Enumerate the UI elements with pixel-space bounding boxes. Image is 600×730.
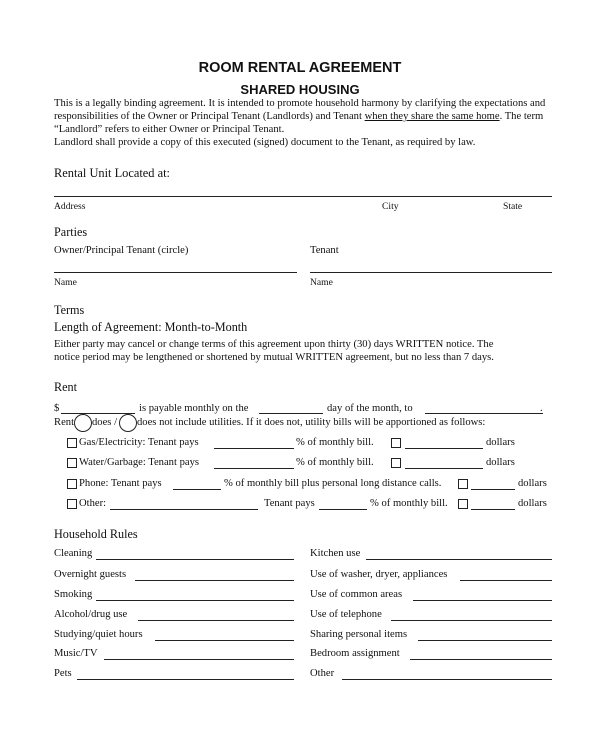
- rule-line-common-areas[interactable]: [413, 600, 552, 601]
- address-label: Address: [54, 201, 86, 212]
- day-of-month-text: day of the month, to: [327, 403, 413, 414]
- rule-line-washer[interactable]: [460, 580, 552, 581]
- rule-line-telephone[interactable]: [391, 620, 552, 621]
- owner-name-label: Name: [54, 277, 77, 288]
- terms-body-line-2: notice period may be lengthened or shortened by mutual WRITTEN agreement, but no less than 7 days.: [54, 352, 494, 363]
- rent-payee-line[interactable]: [425, 413, 543, 414]
- gas-dollars-line[interactable]: [405, 448, 483, 449]
- phone-dollars-label: dollars: [518, 478, 547, 489]
- gas-percent-text: % of monthly bill.: [296, 437, 374, 448]
- document-title: ROOM RENTAL AGREEMENT: [198, 60, 402, 76]
- rule-line-alcohol[interactable]: [138, 620, 294, 621]
- phone-percent-text: % of monthly bill plus personal long distance calls.: [224, 478, 442, 489]
- phone-dollars-checkbox[interactable]: [458, 479, 468, 489]
- phone-dollars-line[interactable]: [471, 489, 515, 490]
- owner-name-line[interactable]: [54, 272, 297, 273]
- rule-line-cleaning[interactable]: [96, 559, 294, 560]
- gas-percent-line[interactable]: [214, 448, 294, 449]
- rule-line-other[interactable]: [342, 679, 552, 680]
- rule-label-cleaning: Cleaning: [54, 548, 93, 559]
- rule-line-smoking[interactable]: [96, 600, 294, 601]
- other-dollars-line[interactable]: [471, 509, 515, 510]
- owner-label: Owner/Principal Tenant (circle): [54, 245, 189, 256]
- rule-label-studying: Studying/quiet hours: [54, 629, 143, 640]
- tenant-label: Tenant: [310, 245, 339, 256]
- water-dollars-label: dollars: [486, 457, 515, 468]
- terms-body-line-1: Either party may cancel or change terms of this agreement upon thirty (30) days WRITTEN notice. The: [54, 339, 494, 350]
- rule-label-music-tv: Music/TV: [54, 648, 98, 659]
- dollar-sign: $: [54, 403, 60, 414]
- rent-period: .: [540, 403, 543, 414]
- phone-percent-line[interactable]: [173, 489, 221, 490]
- water-percent-text: % of monthly bill.: [296, 457, 374, 468]
- gas-dollars-checkbox[interactable]: [391, 438, 401, 448]
- does-word: does /: [92, 417, 118, 428]
- water-dollars-checkbox[interactable]: [391, 458, 401, 468]
- water-percent-line[interactable]: [214, 468, 294, 469]
- rule-label-smoking: Smoking: [54, 589, 93, 600]
- rule-line-kitchen[interactable]: [366, 559, 552, 560]
- other-percent-text: % of monthly bill.: [370, 498, 448, 509]
- phone-label: Phone: Tenant pays: [79, 478, 162, 489]
- water-checkbox[interactable]: [67, 458, 77, 468]
- gas-label: Gas/Electricity: Tenant pays: [79, 437, 199, 448]
- rule-label-alcohol: Alcohol/drug use: [54, 609, 128, 620]
- rule-label-overnight-guests: Overnight guests: [54, 569, 127, 580]
- rule-line-overnight-guests[interactable]: [135, 580, 294, 581]
- other-description-line[interactable]: [110, 509, 258, 510]
- water-label: Water/Garbage: Tenant pays: [79, 457, 199, 468]
- does-not-text: does not include utilities. If it does not, utility bills will be apportioned as follows:: [137, 417, 486, 428]
- terms-heading: Terms: [54, 303, 85, 317]
- rule-label-telephone: Use of telephone: [310, 609, 382, 620]
- state-label: State: [503, 201, 523, 212]
- intro-copy-notice: Landlord shall provide a copy of this executed (signed) document to the Tenant, as required by law.: [54, 137, 476, 148]
- rule-label-washer: Use of washer, dryer, appliances: [310, 569, 448, 580]
- rule-line-studying[interactable]: [155, 640, 294, 641]
- rule-label-sharing: Sharing personal items: [310, 629, 408, 640]
- tenant-name-label: Name: [310, 277, 333, 288]
- gas-dollars-label: dollars: [486, 437, 515, 448]
- rule-line-sharing[interactable]: [418, 640, 552, 641]
- rule-label-common-areas: Use of common areas: [310, 589, 403, 600]
- parties-heading: Parties: [54, 225, 88, 239]
- other-dollars-checkbox[interactable]: [458, 499, 468, 509]
- gas-checkbox[interactable]: [67, 438, 77, 448]
- rule-label-other: Other: [310, 668, 335, 679]
- document-subtitle: SHARED HOUSING: [240, 82, 360, 97]
- length-of-agreement: Length of Agreement: Month-to-Month: [54, 320, 248, 334]
- does-circle-option[interactable]: [74, 414, 92, 432]
- other-label: Other:: [79, 498, 107, 509]
- other-tenant-pays: Tenant pays: [264, 498, 315, 509]
- rule-line-music-tv[interactable]: [104, 659, 294, 660]
- address-line[interactable]: [54, 196, 552, 197]
- rent-word: Rent: [54, 417, 75, 428]
- other-percent-line[interactable]: [319, 509, 367, 510]
- household-rules-heading: Household Rules: [54, 527, 138, 541]
- city-label: City: [382, 201, 399, 212]
- other-checkbox[interactable]: [67, 499, 77, 509]
- rule-line-pets[interactable]: [77, 679, 294, 680]
- tenant-name-line[interactable]: [310, 272, 552, 273]
- rule-label-kitchen: Kitchen use: [310, 548, 361, 559]
- rule-label-bedroom: Bedroom assignment: [310, 648, 400, 659]
- water-dollars-line[interactable]: [405, 468, 483, 469]
- intro-paragraph: This is a legally binding agreement. It is intended to promote household harmony by clarifying the expectations and responsibilities of the Owner or Principal Tenant (Landlords) and Tenant when they share the same home. The term “Landlord” refers to either Owner or Principal Tenant.: [54, 98, 546, 135]
- rule-label-pets: Pets: [54, 668, 72, 679]
- phone-checkbox[interactable]: [67, 479, 77, 489]
- rent-day-line[interactable]: [259, 413, 323, 414]
- does-not-circle-option[interactable]: [119, 414, 137, 432]
- rental-unit-heading: Rental Unit Located at:: [54, 166, 170, 180]
- rent-heading: Rent: [54, 380, 78, 394]
- rule-line-bedroom[interactable]: [410, 659, 552, 660]
- other-dollars-label: dollars: [518, 498, 547, 509]
- payable-text: is payable monthly on the: [139, 403, 249, 414]
